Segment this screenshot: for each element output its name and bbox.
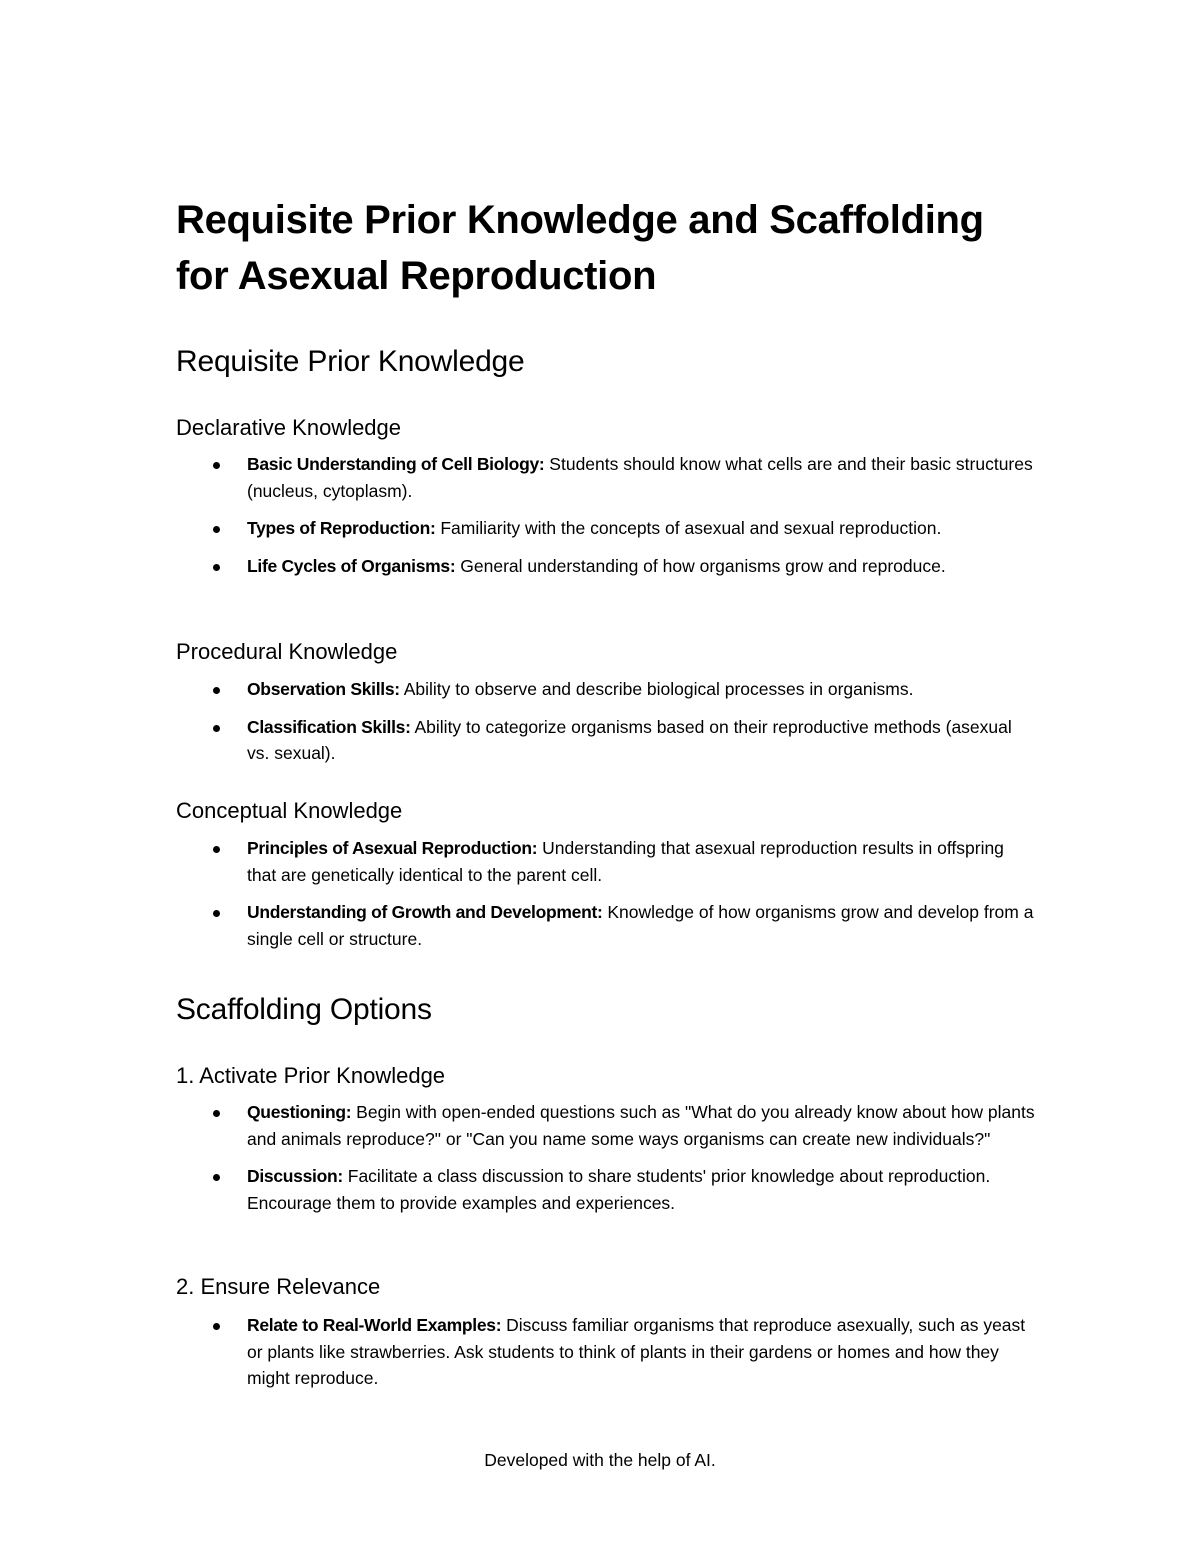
item-text: Familiarity with the concepts of asexual and sexual reproduction. — [435, 518, 942, 538]
item-text: Ability to categorize organisms based on their reproductive methods (asexual vs. sexual). — [247, 716, 1012, 763]
subheading-activate: 1. Activate Prior Knowledge — [176, 1063, 446, 1088]
item-term: Observation Skills: — [247, 679, 400, 699]
procedural-list — [176, 676, 1036, 778]
list-item — [176, 714, 1037, 767]
item-text: Ability to observe and describe biological processes in organisms. — [399, 679, 914, 699]
list-item — [176, 835, 1037, 888]
item-term: Classification Skills: — [247, 716, 411, 737]
item-text: Students should know what cells are and their basic structures (nucleus, cytoplasm). — [247, 454, 1033, 501]
subheading-procedural: Procedural Knowledge — [176, 639, 398, 664]
document-title: Requisite Prior Knowledge and Scaffolding for Asexual Reproduction — [176, 198, 984, 298]
item-term: Understanding of Growth and Development: — [247, 902, 603, 922]
bullet-icon — [213, 687, 220, 694]
subheading-conceptual: Conceptual Knowledge — [176, 798, 403, 823]
item-term: Basic Understanding of Cell Biology: — [247, 454, 545, 474]
section-heading-scaffolding: Scaffolding Options — [176, 993, 432, 1026]
bullet-icon — [213, 1174, 220, 1181]
declarative-list — [176, 451, 1036, 590]
bullet-icon — [213, 1110, 220, 1117]
list-item — [176, 451, 1037, 504]
bullet-icon — [213, 725, 220, 732]
item-term: Life Cycles of Organisms: — [247, 555, 456, 576]
item-term: Relate to Real-World Examples: — [247, 1315, 502, 1335]
bullet-icon — [213, 846, 220, 853]
list-item — [176, 676, 1037, 703]
list-item — [176, 1099, 1037, 1152]
item-text: General understanding of how organisms grow and reproduce. — [455, 555, 946, 576]
bullet-icon — [213, 564, 220, 571]
item-text: Understanding that asexual reproduction results in offspring that are genetically identical to the parent cell. — [247, 838, 1004, 885]
list-item — [176, 1312, 1037, 1392]
item-text: Discuss familiar organisms that reproduce asexually, such as yeast or plants like strawberries. Ask students to think of plants in their gardens or homes and how they might reproduce. — [247, 1315, 1026, 1388]
section-heading-prior-knowledge: Requisite Prior Knowledge — [176, 345, 525, 378]
item-term: Types of Reproduction: — [247, 518, 436, 538]
bullet-icon — [213, 462, 220, 469]
subheading-declarative: Declarative Knowledge — [176, 415, 402, 440]
activate-list — [176, 1099, 1036, 1227]
list-item — [176, 1163, 1037, 1216]
item-text: Begin with open-ended questions such as "What do you already know about how plants and animals reproduce?" or "Can you name some ways organisms can create new individuals?" — [247, 1102, 1035, 1149]
page-footer: Developed with the help of AI. — [484, 1450, 716, 1470]
bullet-icon — [213, 526, 220, 533]
bullet-icon — [213, 910, 220, 917]
item-term: Questioning: — [247, 1102, 352, 1122]
conceptual-list — [176, 835, 1036, 963]
item-text: Knowledge of how organisms grow and develop from a single cell or structure. — [247, 902, 1034, 949]
item-term: Discussion: — [247, 1166, 343, 1186]
item-text: Facilitate a class discussion to share students' prior knowledge about reproduction. Encourage them to provide examples and experiences. — [247, 1166, 991, 1213]
list-item — [176, 553, 1037, 580]
list-item — [176, 899, 1037, 952]
bullet-icon — [213, 1323, 220, 1330]
subheading-relevance: 2. Ensure Relevance — [176, 1274, 381, 1299]
relevance-list — [176, 1312, 1036, 1403]
item-term: Principles of Asexual Reproduction: — [247, 838, 538, 858]
list-item — [176, 515, 1037, 542]
